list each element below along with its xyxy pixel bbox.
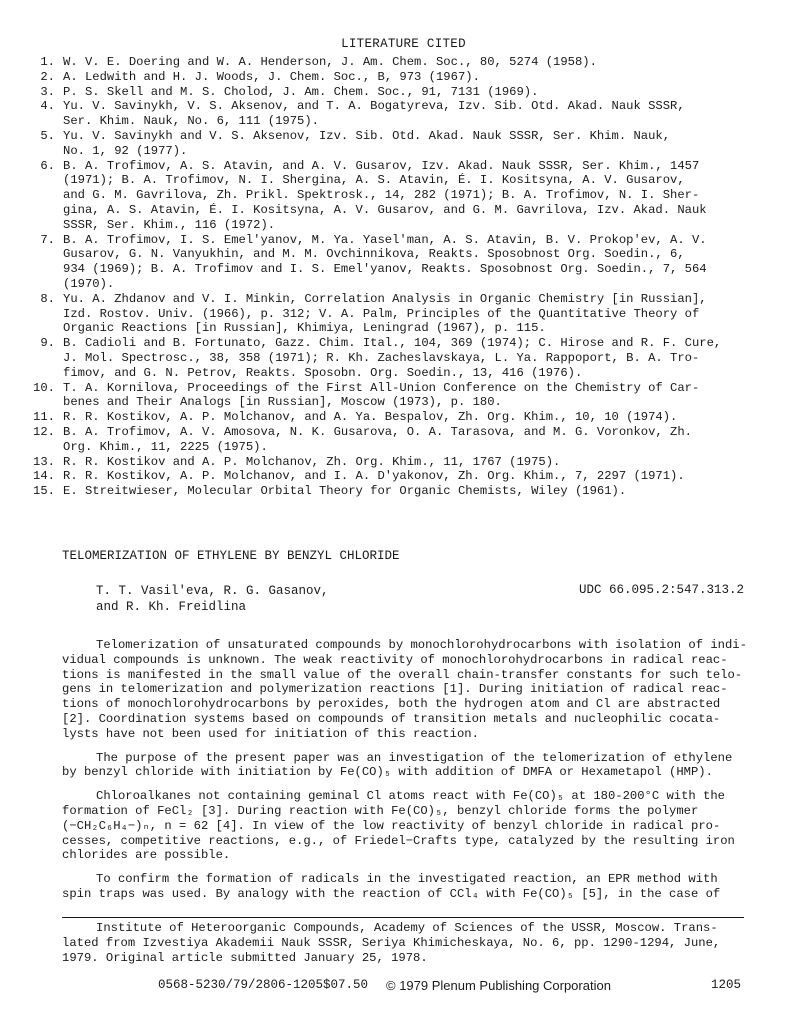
journal-code: 0568-5230/79/2806-1205$07.50 xyxy=(158,978,369,992)
reference-number: 2. xyxy=(40,69,55,84)
reference-item xyxy=(33,233,783,292)
reference-number: 4. xyxy=(40,99,55,114)
reference-number: 12. xyxy=(33,424,55,439)
reference-text: T. A. Kornilova, Proceedings of the First All-Union Conference on the Chemistry of Car- benes and Their Analogs [in Russian], Moscow (1973), p. 180. xyxy=(63,380,700,410)
reference-text: B. A. Trofimov, I. S. Emel'yanov, M. Ya. Yasel'man, A. S. Atavin, B. V. Prokop'ev, A. V. Gusarov, G. N. Vanyukhin, and M. M. Ovchinnikova, Reakts. Sposobnost Org. Soedin., 6, 934 (1969); B. A. Trofimov and I. S. Emel'yanov, Reakts. Sposobnost Org. Soedin., 7, 564 (1970). xyxy=(63,232,707,291)
page-number: 1205 xyxy=(711,978,742,992)
reference-item xyxy=(33,99,783,129)
reference-text: Yu. V. Savinykh, V. S. Aksenov, and T. A. Bogatyreva, Izv. Sib. Otd. Akad. Nauk SSSR, Ser. Khim. Nauk, No. 6, 111 (1975). xyxy=(63,99,685,129)
reference-number: 5. xyxy=(40,128,55,143)
reference-number: 6. xyxy=(40,158,55,173)
reference-text: B. Cadioli and B. Fortunato, Gazz. Chim. Ital., 104, 369 (1974); C. Hirose and R. F. Cure, J. Mol. Spectrosc., 38, 358 (1971); R. Kh. Zacheslavskaya, L. Ya. Rappoport, B. A. Tro- fimov, and G. N. Petrov, Reakts. Sposobn. Org. Soedin., 13, 416 (1976). xyxy=(63,336,722,380)
footnote-divider xyxy=(62,917,744,918)
reference-item xyxy=(33,469,783,484)
reference-text: P. S. Skell and M. S. Cholod, J. Am. Chem. Soc., 91, 7131 (1969). xyxy=(63,84,539,99)
reference-item xyxy=(33,425,783,455)
reference-number: 15. xyxy=(33,484,55,499)
reference-text: R. R. Kostikov and A. P. Molchanov, Zh. Org. Khim., 11, 1767 (1975). xyxy=(63,454,561,469)
reference-number: 8. xyxy=(40,291,55,306)
reference-item xyxy=(33,410,783,425)
reference-number: 14. xyxy=(33,469,55,484)
article-body xyxy=(62,638,752,911)
reference-text: E. Streitwieser, Molecular Orbital Theory for Organic Chemists, Wiley (1961). xyxy=(63,484,627,499)
reference-text: B. A. Trofimov, A. V. Amosova, N. K. Gusarova, O. A. Tarasova, and M. G. Voronkov, Zh. Org. Khim., 11, 2225 (1975). xyxy=(63,424,692,454)
reference-item xyxy=(33,129,783,159)
reference-item xyxy=(33,70,783,85)
reference-item xyxy=(33,292,783,336)
reference-text: B. A. Trofimov, A. S. Atavin, and A. V. Gusarov, Izv. Akad. Nauk SSSR, Ser. Khim., 1457 (1971); B. A. Trofimov, N. I. Shergina, A. S. Atavin, É. I. Kositsyna, A. V. Gusarov, and G. M. Gavrilova, Zh. Prikl. Spektrosk., 14, 282 (1971); B. A. Trofimov, N. I. Sher- gina, A. S. Atavin, É. I. Kositsyna, A. V. Gusarov, and G. M. Gavrilova, Izv. Akad. Nauk SSSR, Ser. Khim., 116 (1972). xyxy=(63,158,707,232)
reference-number: 9. xyxy=(40,336,55,351)
udc-code: UDC 66.095.2:547.313.2 xyxy=(579,583,745,597)
reference-text: Yu. A. Zhdanov and V. I. Minkin, Correlation Analysis in Organic Chemistry [in Russian], Izd. Rostov. Univ. (1966), p. 312; V. A. Palm, Principles of the Quantitative Theory of Organic Reactions [in Russian], Khimiya, Leningrad (1967), p. 115. xyxy=(63,291,707,336)
article-authors: T. T. Vasil'eva, R. G. Gasanov, and R. Kh. Freidlina xyxy=(96,584,329,614)
body-paragraph: Telomerization of unsaturated compounds by monochlorohydrocarbons with isolation of indi- vidual compounds is unknown. The weak reactivity of monochlorohydrocarbons in radical reac- tions is manifested in the small value of the overall chain-transfer constants for such telo- gens in telomerization and polymerization reactions [1]. During initiation of radical reac- tions of monochlorohydrocarbons by peroxides, both the hydrogen atom and Cl are abstracted [2]. Coordination systems based on compounds of transition metals and nucleophilic cocata- lysts have not been used for initiation of this reaction. xyxy=(62,638,747,741)
affiliation-footnote: Institute of Heteroorganic Compounds, Academy of Sciences of the USSR, Moscow. Trans- lated from Izvestiya Akademii Nauk SSSR, Seriya Khimicheskaya, No. 6, pp. 1290-1294, June, 1979. Original article submitted January 25, 1978. xyxy=(62,921,721,965)
reference-number: 11. xyxy=(33,410,55,425)
reference-number: 1. xyxy=(40,55,55,69)
reference-number: 7. xyxy=(40,232,55,247)
reference-text: A. Ledwith and H. J. Woods, J. Chem. Soc., B, 973 (1967). xyxy=(63,69,480,84)
reference-list xyxy=(33,55,783,499)
reference-number: 3. xyxy=(40,84,55,99)
reference-item xyxy=(33,85,783,100)
reference-item xyxy=(33,159,783,233)
body-paragraph: To confirm the formation of radicals in the investigated reaction, an EPR method with spin traps was used. By analogy with the reaction of CCl₄ with Fe(CO)₅ [5], in the case of xyxy=(62,872,721,901)
article-title: TELOMERIZATION OF ETHYLENE BY BENZYL CHLORIDE xyxy=(62,549,400,563)
reference-number: 10. xyxy=(33,380,55,395)
reference-item xyxy=(33,55,783,70)
reference-item xyxy=(33,455,783,470)
reference-item xyxy=(33,336,783,380)
body-paragraph: Chloroalkanes not containing geminal Cl atoms react with Fe(CO)₅ at 180-200°C with the formation of FeCl₂ [3]. During reaction with Fe(CO)₅, benzyl chloride forms the polymer (−CH₂C₆H₄−)ₙ, n = 62 [4]. In view of the low reactivity of benzyl chloride in radical pro- cesses, competitive reactions, e.g., of Friedel−Crafts type, catalyzed by the resulting iron chlorides are possible. xyxy=(62,789,735,863)
reference-item xyxy=(33,381,783,411)
reference-text: Yu. V. Savinykh and V. S. Aksenov, Izv. Sib. Otd. Akad. Nauk SSSR, Ser. Khim. Nauk, No. 1, 92 (1977). xyxy=(63,128,671,158)
copyright-notice: © 1979 Plenum Publishing Corporation xyxy=(386,978,611,993)
reference-number: 13. xyxy=(33,454,55,469)
reference-text: R. R. Kostikov, A. P. Molchanov, and A. Ya. Bespalov, Zh. Org. Khim., 10, 10 (1974). xyxy=(63,410,678,425)
reference-item xyxy=(33,484,783,499)
reference-text: R. R. Kostikov, A. P. Molchanov, and I. A. D'yakonov, Zh. Org. Khim., 7, 2297 (1971). xyxy=(63,469,685,484)
reference-text: W. V. E. Doering and W. A. Henderson, J. Am. Chem. Soc., 80, 5274 (1958). xyxy=(63,55,597,69)
literature-cited-heading: LITERATURE CITED xyxy=(341,37,466,51)
body-paragraph: The purpose of the present paper was an investigation of the telomerization of ethylene by benzyl chloride with initiation by Fe(CO)₅ with addition of DMFA or Hexametapol (HMP). xyxy=(62,750,733,780)
